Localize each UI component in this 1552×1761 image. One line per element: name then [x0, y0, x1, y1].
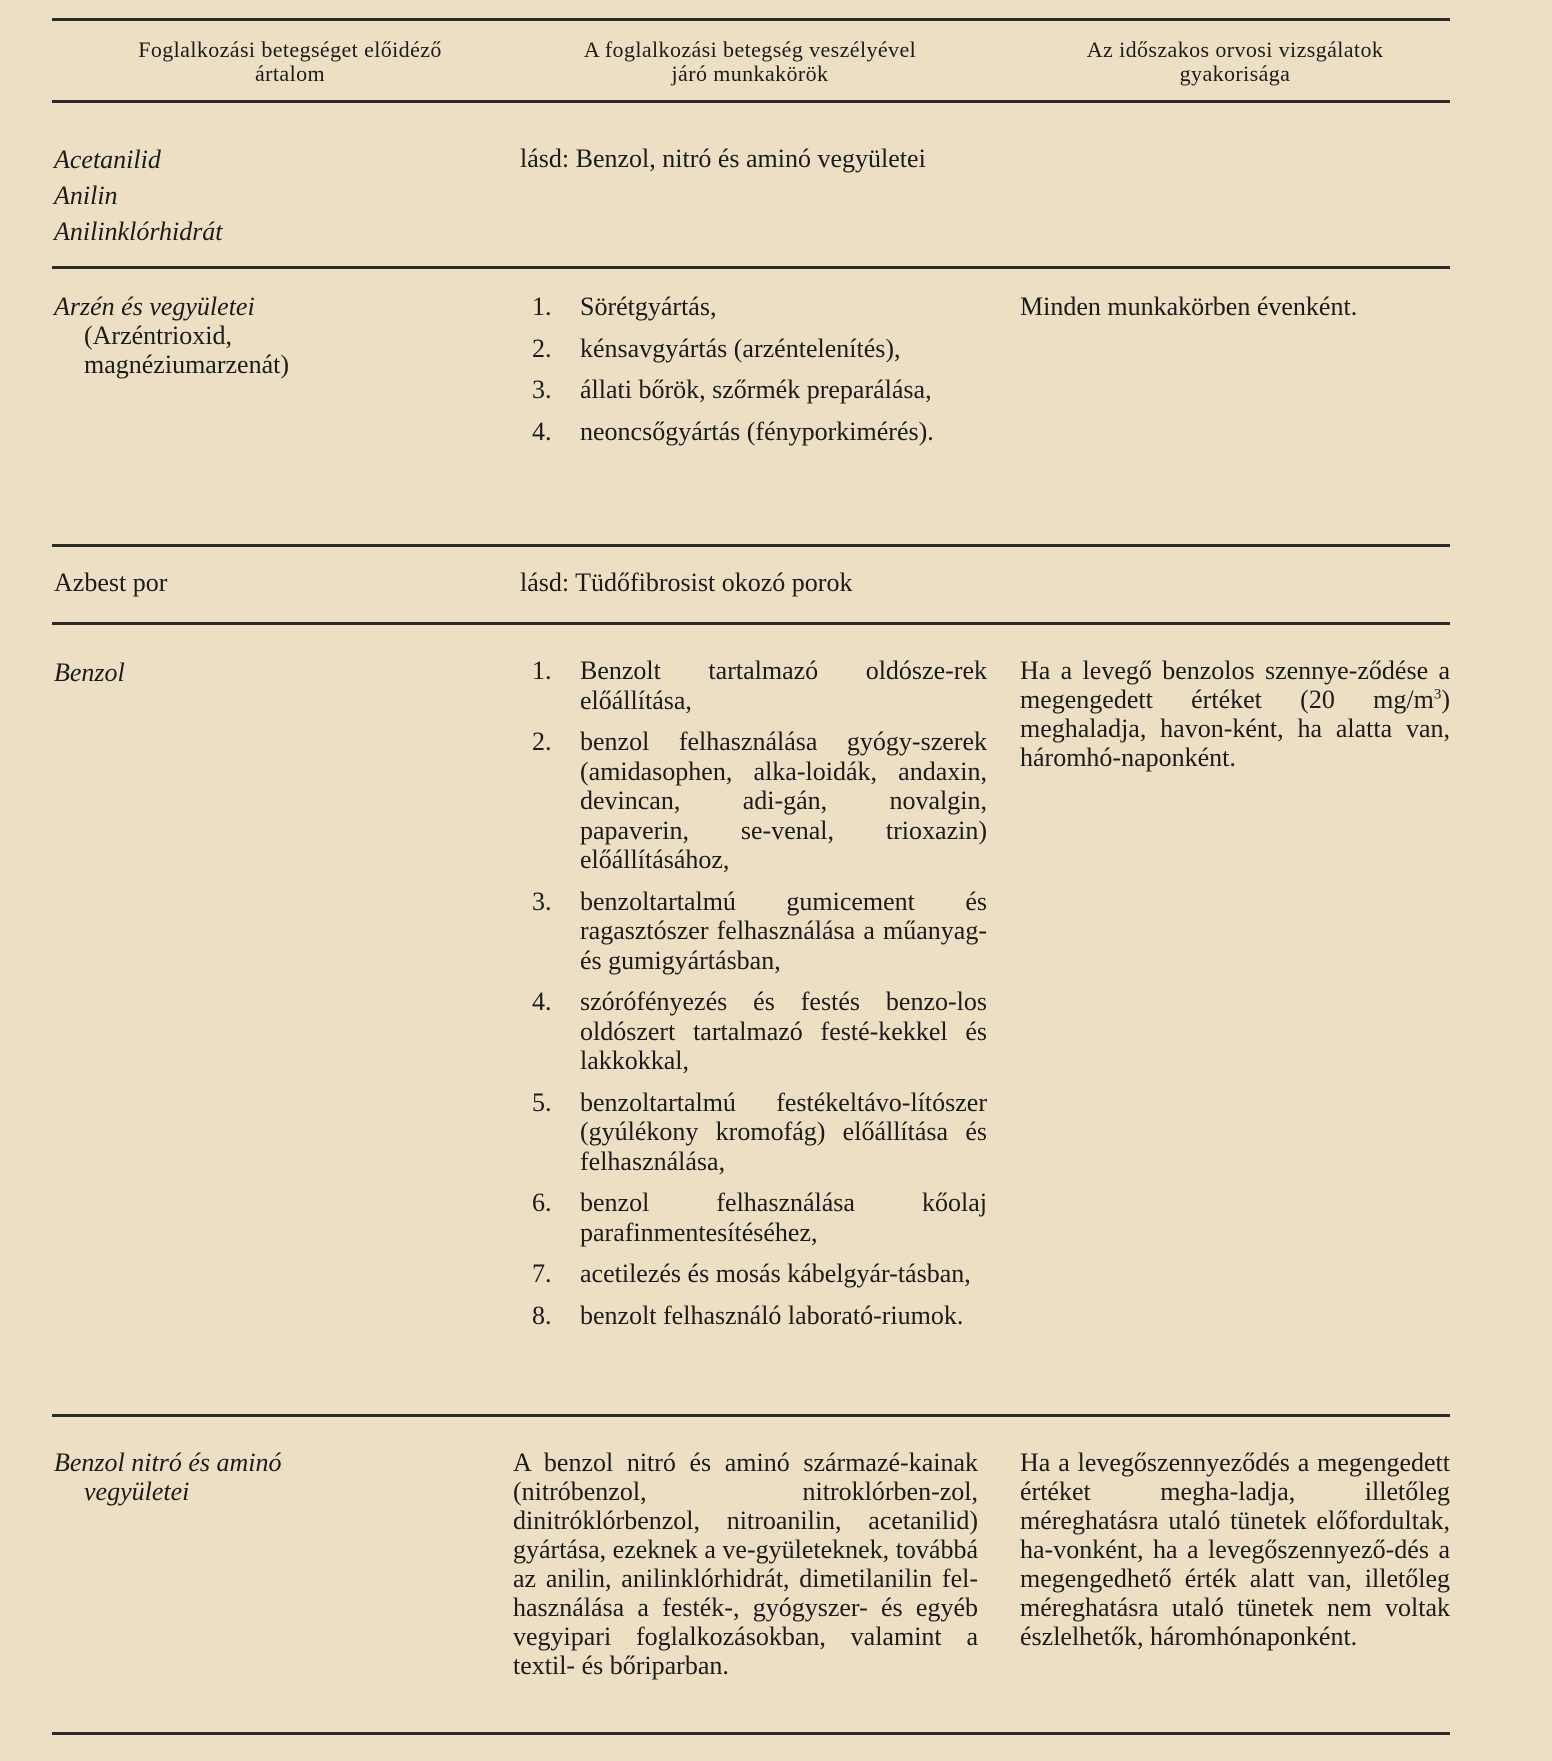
item-text: Benzolt tartalmazó oldósze-rek előállítása, — [580, 656, 987, 715]
item-text: neoncsőgyártás (fényporkimérés). — [580, 416, 934, 446]
row-benzol-jobs — [532, 656, 987, 1342]
list-item — [532, 1301, 987, 1331]
list-item — [532, 727, 987, 875]
row-arzen-harm — [54, 292, 514, 379]
row-acetanilid-names — [54, 142, 514, 250]
header-rule — [52, 100, 1450, 103]
item-number: 1. — [532, 656, 552, 685]
item-number: 5. — [532, 1087, 552, 1117]
header-col2-line1: A foglalkozási betegség veszélyével — [583, 37, 917, 62]
list-item — [532, 656, 987, 715]
header-col-jobs — [540, 38, 960, 86]
item-number: 7. — [532, 1259, 552, 1288]
harm-arzen-sub2: magnéziumarzenát) — [84, 350, 289, 379]
item-text: benzoltartalmú festékeltávo-lítószer (gyúlékony kromofág) előállítása és felhasználása, — [580, 1087, 987, 1176]
item-text: benzolt felhasználó laborató-riumok. — [580, 1300, 964, 1330]
benzol-freq-superscript: 3 — [1433, 686, 1442, 703]
header-col1-line1: Foglalkozási betegséget előidéző — [138, 37, 442, 62]
list-item — [532, 1088, 987, 1177]
item-number: 2. — [532, 333, 552, 363]
row-rule-1 — [52, 266, 1450, 269]
row-azbest-ref: lásd: Tüdőfibrosist okozó porok — [520, 568, 853, 597]
row-benzol-nitro-jobs: A benzol nitró és aminó származé-kainak (nitróbenzol, nitroklórben-zol, dinitróklórbenzol, nitroanilin, acetanilid) gyártása, ezeknek a ve-gyületeknek, továbbá az anilin, anilinklórhidrát, dimetilanilin fel-használása a festék-, gyógyszer- és egyéb vegyipari foglalkozásokban, valamint a textil- és bőriparban. — [513, 1448, 978, 1680]
header-col-frequency — [1035, 38, 1435, 86]
row-benzol-nitro-frequency: Ha a levegőszennyeződés a megengedett értéket megha-ladja, illetőleg méreghatásra utaló tünetek előfordultak, ha-vonként, ha a levegőszennyező-dés a megengedhető érték alatt van, illetőleg méreghatásra utaló tünetek nem voltak észlelhetők, háromhónaponként. — [1020, 1448, 1450, 1651]
harm-benzol-nitro-line2: vegyületei — [84, 1477, 190, 1506]
row-rule-3 — [52, 622, 1450, 625]
item-text: benzol felhasználása gyógy-szerek (amidasophen, alka-loidák, andaxin, devincan, adi-gán, novalgin, papaverin, se-venal, trioxazin) előállításához, — [580, 727, 987, 874]
item-number: 4. — [532, 416, 552, 446]
header-col2-line2: járó munkakörök — [671, 61, 829, 86]
top-rule — [52, 18, 1450, 21]
item-text: állati bőrök, szőrmék preparálása, — [580, 375, 932, 404]
list-item — [532, 1259, 987, 1289]
item-number: 3. — [532, 375, 552, 404]
header-col1-line2: ártalom — [255, 61, 325, 86]
benzol-freq-part2: ) meghaladja, havon-ként, ha alatta van, háromhó-naponként. — [1020, 685, 1450, 772]
harm-arzen-title: Arzén és vegyületei — [54, 292, 255, 321]
list-item — [532, 1188, 987, 1247]
item-text: szórófényezés és festés benzo-los oldószert tartalmazó festé-kekkel és lakkokkal, — [580, 987, 987, 1075]
item-number: 8. — [532, 1300, 552, 1330]
item-number: 6. — [532, 1188, 552, 1217]
row-arzen-jobs — [532, 292, 987, 458]
harm-acetanilid: Acetanilid — [54, 145, 161, 174]
list-item — [532, 417, 987, 447]
item-text: benzol felhasználása kőolaj parafinmentesítéséhez, — [580, 1188, 987, 1247]
item-number: 3. — [532, 886, 552, 916]
bottom-rule — [52, 1732, 1450, 1735]
benzol-freq-part1: Ha a levegő benzolos szennye-ződése a megengedett értéket (20 mg/m — [1020, 656, 1450, 714]
row-acetanilid-ref: lásd: Benzol, nitró és aminó vegyületei — [520, 144, 926, 173]
harm-arzen-sub1: (Arzéntrioxid, — [84, 321, 233, 350]
list-item — [532, 987, 987, 1076]
header-col3-line1: Az időszakos orvosi vizsgálatok — [1086, 37, 1384, 62]
list-item — [532, 292, 987, 322]
item-text: Sörétgyártás, — [580, 292, 717, 321]
row-rule-2 — [52, 544, 1450, 547]
list-item — [532, 375, 987, 405]
list-item — [532, 334, 987, 364]
header-col-harm — [90, 38, 490, 86]
item-number: 4. — [532, 987, 552, 1016]
item-text: acetilezés és mosás kábelgyár-tásban, — [580, 1259, 971, 1288]
row-benzol-nitro-harm — [54, 1448, 514, 1506]
row-benzol-frequency — [1020, 656, 1450, 772]
harm-anilinklorhidrat: Anilinklórhidrát — [54, 217, 223, 246]
row-benzol-harm: Benzol — [54, 658, 125, 687]
item-number: 1. — [532, 292, 552, 321]
harm-benzol-nitro-line1: Benzol nitró és aminó — [54, 1448, 282, 1477]
header-col3-line2: gyakorisága — [1179, 61, 1291, 86]
row-arzen-frequency: Minden munkakörben évenként. — [1020, 292, 1358, 321]
row-rule-4 — [52, 1414, 1450, 1417]
harm-anilin: Anilin — [54, 181, 118, 210]
item-text: benzoltartalmú gumicement és ragasztószer felhasználása a műanyag- és gumigyártásban, — [580, 886, 987, 975]
list-item — [532, 887, 987, 976]
item-number: 2. — [532, 727, 552, 756]
row-azbest-harm: Azbest por — [54, 568, 168, 597]
item-text: kénsavgyártás (arzéntelenítés), — [580, 333, 901, 363]
